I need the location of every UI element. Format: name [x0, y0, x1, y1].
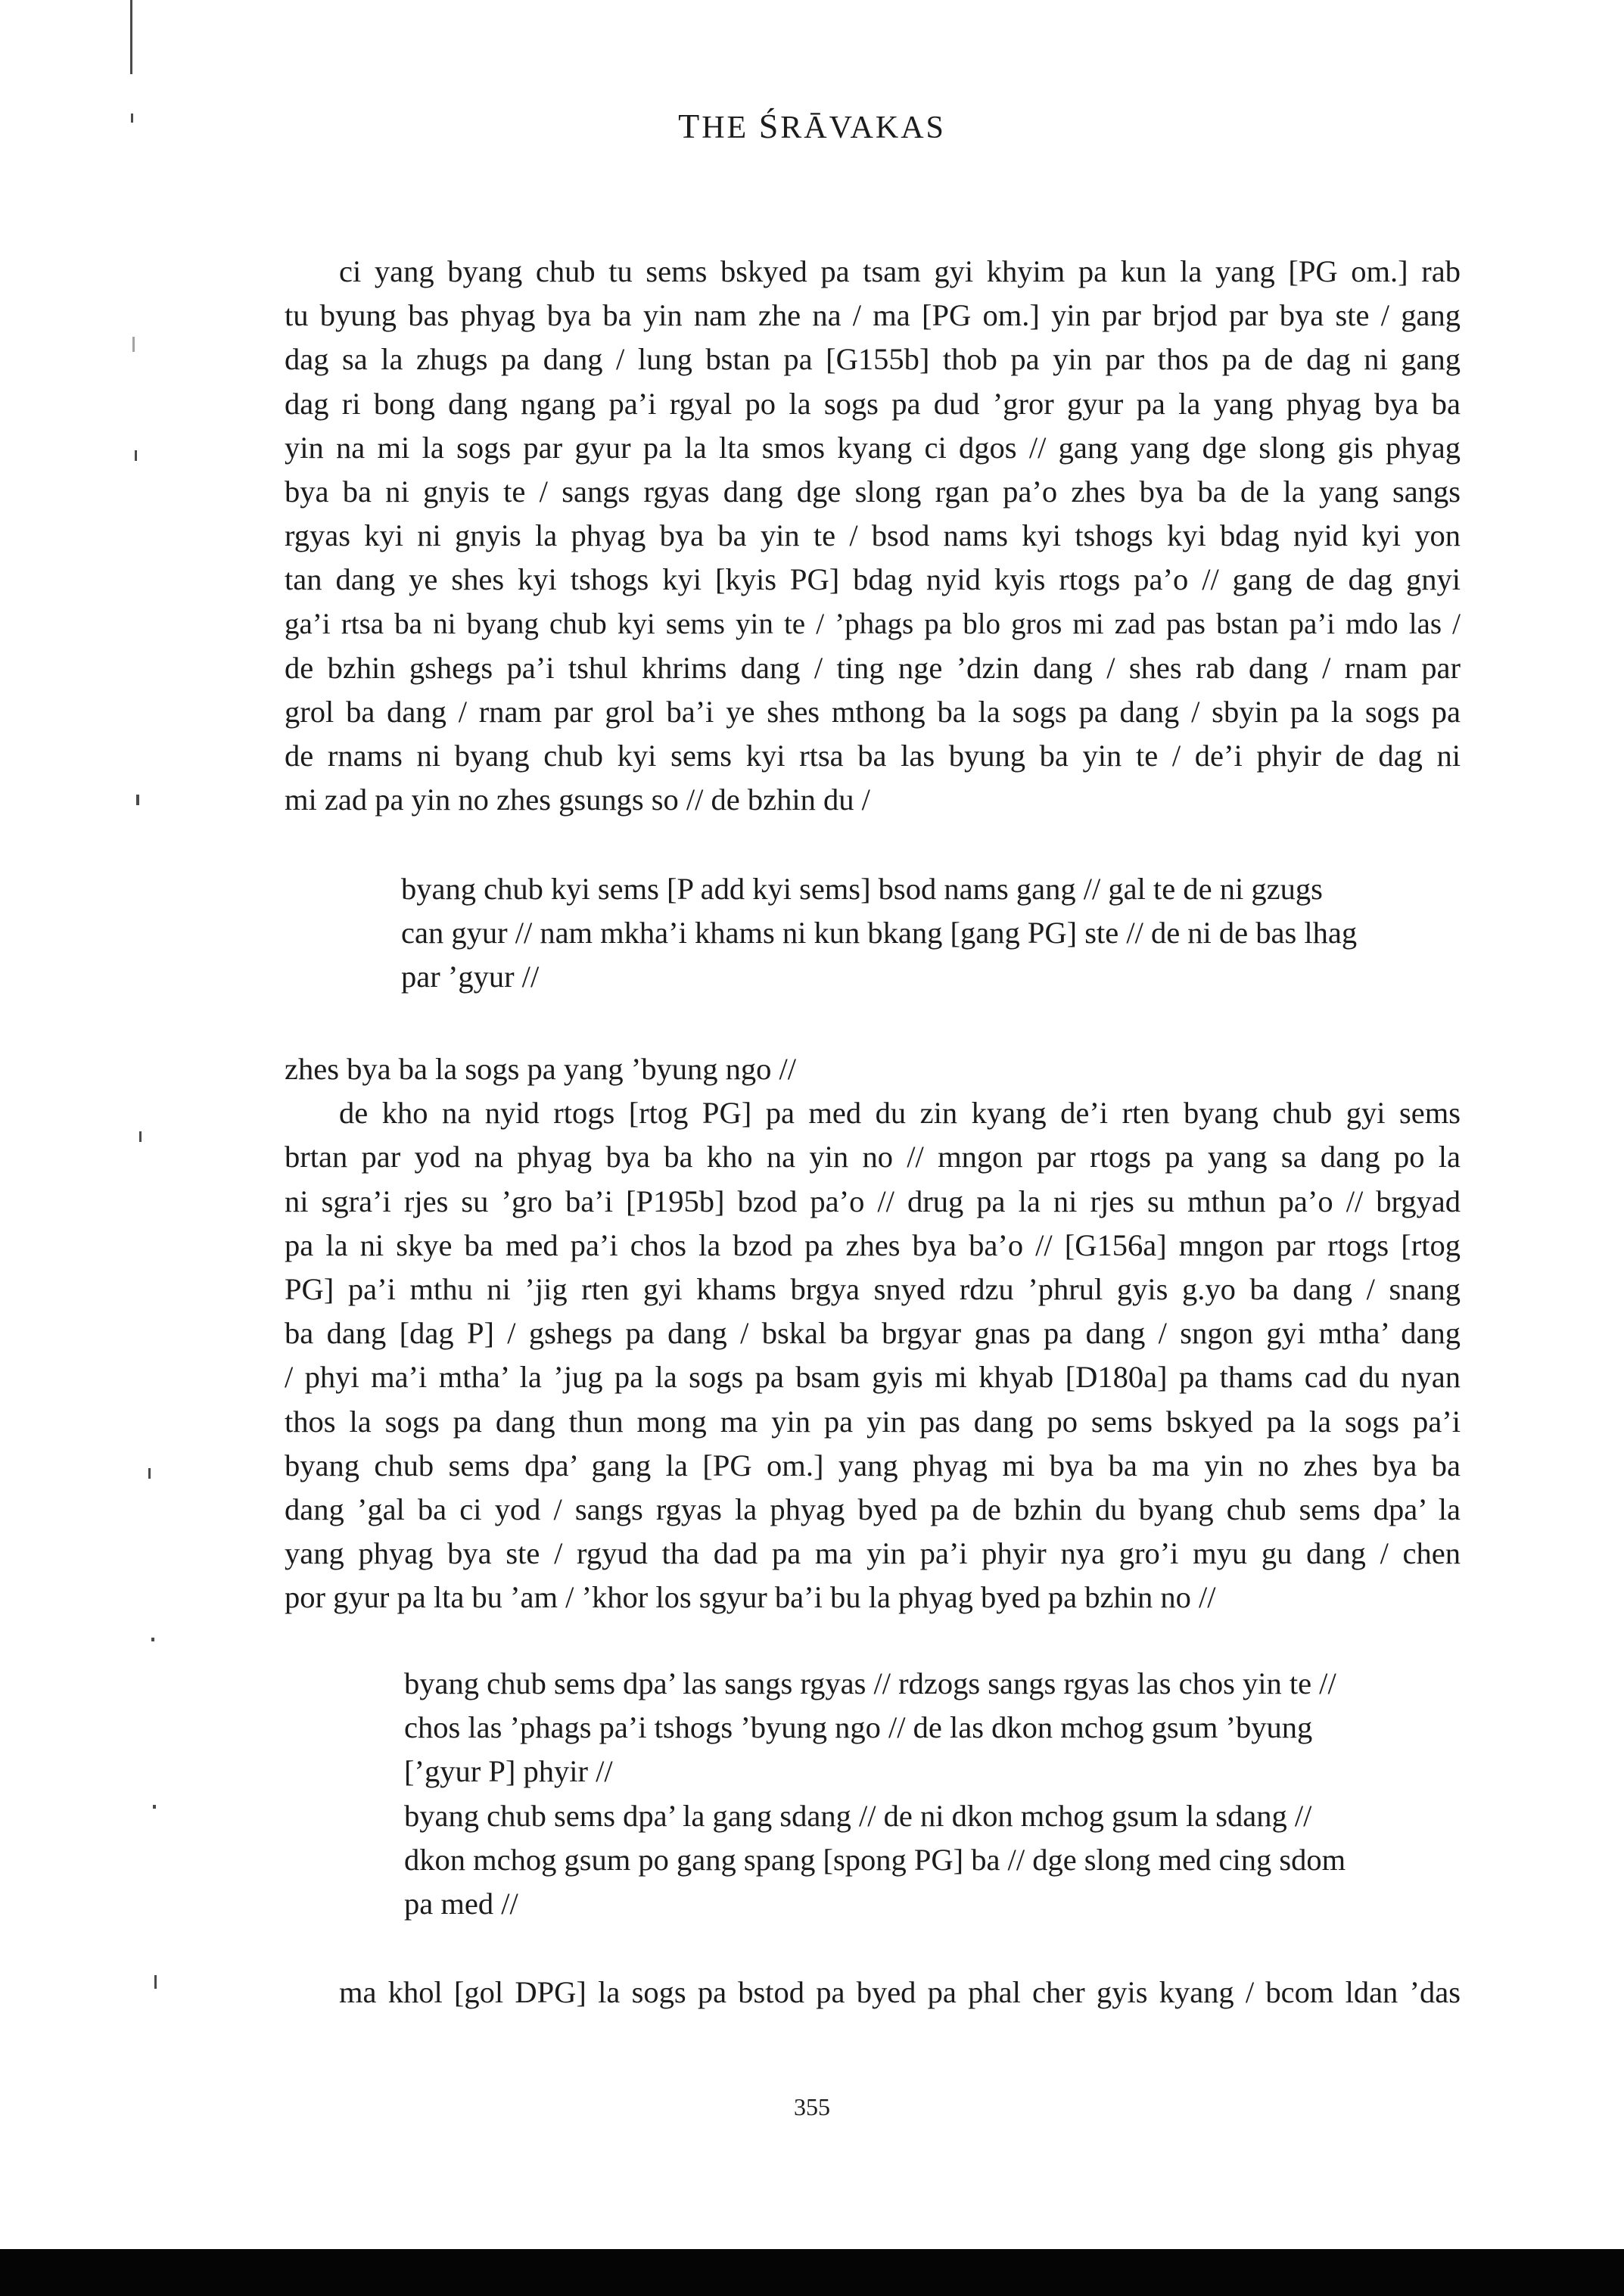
text-line: pa la ni skye ba med pa’i chos la bzod pa zhes bya ba’o // [G156a] mngon par rtogs [rtog	[285, 1227, 1461, 1262]
text-line: brtan par yod na phyag bya ba kho na yin no // mngon par rtogs pa yang sa dang po la	[285, 1140, 1461, 1174]
text-line: grol ba dang / rnam par grol ba’i ye shes mthong ba la sogs pa dang / sbyin pa la sogs pa	[285, 695, 1461, 730]
paragraph-3	[285, 1971, 1461, 2014]
verse-line: byang chub kyi sems [P add kyi sems] bsod nams gang // gal te de ni gzugs	[401, 872, 1323, 906]
text-line: ci yang byang chub tu sems bskyed pa tsam gyi khyim pa kun la yang [PG om.] rab	[339, 254, 1461, 288]
text-line: tu byung bas phyag bya ba yin nam zhe na / ma [PG om.] yin par brjod par bya ste / gang	[285, 298, 1461, 333]
verse-line: par ’gyur //	[401, 960, 540, 994]
paragraph-1	[285, 250, 1461, 823]
text-line: de kho na nyid rtogs [rtog PG] pa med du zin kyang de’i rten byang chub gyi sems	[339, 1096, 1461, 1131]
text-line: por gyur pa lta bu ’am / ’khor los sgyur ba’i bu la phyag byed pa bzhin no //	[285, 1580, 1216, 1615]
verse-quote-1	[401, 867, 1461, 1000]
text-line: thos la sogs pa dang thun mong ma yin pa yin pas dang po sems bskyed pa la sogs pa’i	[285, 1404, 1461, 1439]
scan-bottom-border	[0, 2249, 1624, 2296]
text-line: ni sgra’i rjes su ’gro ba’i [P195b] bzod pa’o // drug pa la ni rjes su mthun pa’o // brgyad	[285, 1184, 1461, 1218]
verse-line: can gyur // nam mkha’i khams ni kun bkang [gang PG] ste // de ni de bas lhag	[401, 916, 1358, 950]
scan-speck	[139, 1131, 142, 1142]
verse-line: dkon mchog gsum po gang spang [spong PG] ba // dge slong med cing sdom	[404, 1842, 1346, 1877]
text-line: byang chub sems dpa’ gang la [PG om.] yang phyag mi bya ba ma yin no zhes bya ba	[285, 1448, 1461, 1482]
text-line: mi zad pa yin no zhes gsungs so // de bzhin du /	[285, 782, 870, 817]
scan-speck	[136, 795, 139, 805]
scan-speck	[148, 1468, 151, 1479]
text-line: ma khol [gol DPG] la sogs pa bstod pa byed pa phal cher gyis kyang / bcom ldan ’das	[339, 1975, 1461, 2009]
text-line: ga’i rtsa ba ni byang chub kyi sems yin te / ’phags pa blo gros mi zad pas bstan pa’i mdo las /	[285, 607, 1461, 640]
verse-line: byang chub sems dpa’ la gang sdang // de ni dkon mchog gsum la sdang //	[404, 1798, 1312, 1833]
scan-speck	[151, 1638, 154, 1641]
text-line: / phyi ma’i mtha’ la ’jug pa la sogs pa bsam gyis mi khyab [D180a] pa thams cad du nyan	[285, 1360, 1461, 1395]
text-line: bya ba ni gnyis te / sangs rgyas dang dge slong rgan pa’o zhes bya ba de la yang sangs	[285, 474, 1461, 509]
scan-speck	[135, 450, 137, 461]
text-line: de rnams ni byang chub kyi sems kyi rtsa ba las byung ba yin te / de’i phyir de dag ni	[285, 739, 1461, 773]
text-line: rgyas kyi ni gnyis la phyag bya ba yin te / bsod nams kyi tshogs kyi bdag nyid kyi yon	[285, 518, 1461, 553]
scan-speck	[132, 337, 135, 352]
text-line: PG] pa’i mthu ni ’jig rten gyi khams brgya snyed rdzu ’phrul gyis g.yo ba dang / snang	[285, 1272, 1461, 1307]
text-line: dag sa la zhugs pa dang / lung bstan pa [G155b] thob pa yin par thos pa de dag ni gang	[285, 342, 1461, 377]
text-line: dag ri bong dang ngang pa’i rgyal po la sogs pa dud ’gror gyur pa la yang phyag bya ba	[285, 386, 1461, 421]
running-header: THE ŚRĀVAKAS	[678, 107, 946, 145]
page-number: 355	[794, 2093, 830, 2120]
verse-line: byang chub sems dpa’ las sangs rgyas // rdzogs sangs rgyas las chos yin te //	[404, 1666, 1336, 1700]
text-line: ba dang [dag P] / gshegs pa dang / bskal ba brgyar gnas pa dang / sngon gyi mtha’ dang	[285, 1316, 1461, 1351]
scan-speck	[153, 1805, 156, 1809]
text-line: tan dang ye shes kyi tshogs kyi [kyis PG] bdag nyid kyis rtogs pa’o // gang de dag gnyi	[285, 562, 1461, 597]
text-line: dang ’gal ba ci yod / sangs rgyas la phyag byed pa de bzhin du byang chub sems dpa’ la	[285, 1492, 1461, 1527]
verse-line: [’gyur P] phyir //	[404, 1754, 613, 1789]
text-line: yang phyag bya ste / rgyud tha dad pa ma yin pa’i phyir nya gro’i myu gu dang / chen	[285, 1536, 1461, 1571]
text-line: zhes bya ba la sogs pa yang ’byung ngo //	[285, 1052, 796, 1086]
verse-line: pa med //	[404, 1887, 518, 1921]
scan-edge-line	[130, 0, 132, 74]
scan-speck	[154, 1975, 157, 1989]
text-line: yin na mi la sogs par gyur pa la lta smos kyang ci dgos // gang yang dge slong gis phyag	[285, 430, 1461, 465]
verse-line: chos las ’phags pa’i tshogs ’byung ngo // de las dkon mchog gsum ’byung	[404, 1710, 1313, 1745]
paragraph-2	[285, 1047, 1461, 1620]
text-line: de bzhin gshegs pa’i tshul khrims dang / ting nge ’dzin dang / shes rab dang / rnam par	[285, 650, 1461, 685]
verse-quote-2	[404, 1662, 1464, 1926]
